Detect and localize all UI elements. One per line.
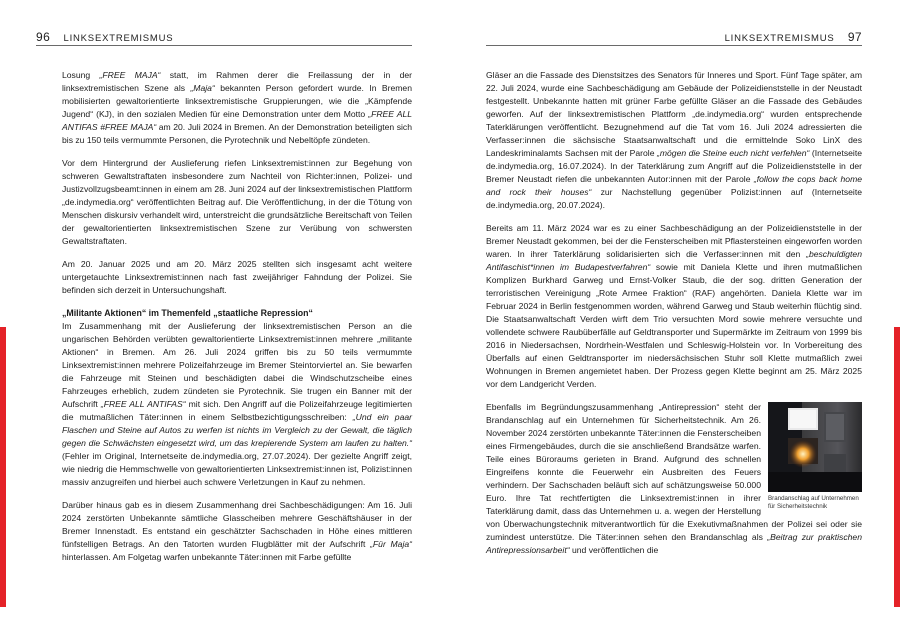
right-running-title: LINKSEXTREMISMUS [724,33,835,44]
paragraph: Darüber hinaus gab es in diesem Zusammenhang drei Sachbeschädigungen: Am 16. Juli 2024 zerstörten Unbekannte sämtliche Glasscheiben mehrere Geschäftshäuser in der Bremer Innenstadt. Es entstand ein geschätzter Sachschaden in Höhe eines mittleren fünfstelligen Betrags. An den Tatorten wurden Flugblätter mit der Aufschrift „Für Maja“ hinterlassen. Am Folgetag warfen unbekannte Täter:innen mit Farbe gefüllte [62,500,412,562]
left-running-title: LINKSEXTREMISMUS [63,33,174,44]
paragraph: Losung „FREE MAJA“ statt, im Rahmen derer die Freilassung der in der linksextremistischen Szene als „Maja“ bekannten Person gefordert wurde. In Bremen mobilisierten gewaltorientierte linksextremistische Gruppierungen, wie die „Kämpfende Jugend“ (KJ), in den sozialen Medien für eine Demonstration unter dem Motto „FREE ALL ANTIFAS #FREE MAJA“ am 20. Juli 2024 in Bremen. An der Demonstration beteiligten sich bis zu 150 teils vermummte Personen, die Pyrotechnik und Nebeltöpfe zündeten. [62,70,413,145]
paragraph: Ebenfalls im Begründungszusammenhang „Antirepression“ steht der Brandanschlag auf ein Unternehmen für Sicherheitstechnik. Am 26. November 2024 zerstörten unbekannte Täter:innen die Fensterscheiben eines Firmengebäudes, durch die sie anschließend Brandsätze warfen. Teile eines Büroraums gerieten in Brand. Aufgrund des schnellen Eingreifens konnte die Feuerwehr ein Ausbreiten des Feuers verhindern. Der Sachschaden beläuft sich auf schätzungsweise 50.000 Euro. Ihre Tat rechtfertigten die Linksextremist:innen in ihrer Taterklärung damit, dass das Unternehmen u. a. wegen der Herstellung von Überwachungstechnik mitverantwortlich für die Exekutivmaßnahmen der Polizei sei oder sie zumindest unterstütze. Die Täter:innen sehen den Brandanschlag als „Beitrag zur praktischen Antirepressionsarbeit“ und veröffentlichen die [486,402,862,555]
section-heading: „Militante Aktionen“ im Themenfeld „staatliche Repression“ [62,308,313,318]
paragraph: Am 20. Januar 2025 und am 20. März 2025 stellten sich insgesamt acht weitere untergetauchte Linksextremist:innen nach fast zweijähriger Fahndung der Polizei. Sie befinden sich derzeit in Untersuchungshaft. [62,259,412,295]
left-red-margin-bar [0,327,6,607]
paragraph: Gläser an die Fassade des Dienstsitzes des Senators für Inneres und Sport. Fünf Tage später, am 22. Juli 2024, wurde eine Sachbeschädigung am Gebäude der Polizeidienststelle in der Neustadt festgestellt. Unbekannte hatten mit grüner Farbe gefüllte Gläser an die Fassade des Gebäudes geworfen. Auf der linksextremistischen Plattform „de.indymedia.org“ wurden entsprechende Taterklärungen veröffentlicht. Bezugnehmend auf die Tat vom 16. Juli 2024 adressierten die Verfasser:innen die sächsische Staatsanwaltschaft und die ermittelnde Soko LinX des Landeskriminalamts Sachsen mit der Parole „mögen die Steine euch nicht verfehlen“ (Internetseite de.indymedia.org, 16.07.2024). In der Taterklärung zum Angriff auf die Polizeidienststelle in der Bremer Neustadt riefen die unbekannten Autor:innen mit der Parole „follow the cops back home and rock their houses“ zur Nachstellung gegenüber Polizist:innen auf (Internetseite de.indymedia.org, 20.07.2024). [486,70,863,210]
paragraph: Bereits am 11. März 2024 war es zu einer Sachbeschädigung an der Polizeidienststelle in der Bremer Neustadt gekommen, bei der die Fensterscheiben mit Pflastersteinen eingeworfen worden waren. In ihrer Taterklärung solidarisierten sich die Verfasser:innen mit den „beschuldigten Antifaschist*innen im Budapestverfahren“ sowie mit Daniela Klette und ihren mutmaßlichen Komplizen Burkhard Garweg und Ernst-Volker Staub, die der sog. dritten Generation der terroristischen Vereinigung „Rote Armee Fraktion“ (RAF) angehörten. Daniela Klette war im Februar 2024 in Berlin festgenommen worden, während Garweg und Staub weiterhin flüchtig sind. Die Staatsanwaltschaft Verden wirft dem Trio versuchten Mord sowie mehrere versuchte und vollendete schwere Raubüberfälle auf Geldtransporter und Supermärkte im Zeitraum von 1999 bis 2016 in Niedersachsen, Nordrhein-Westfalen und Schleswig-Holstein vor. In Vorbereitung des Überfalls auf einen Geldtransporter im niedersächsischen Stuhr soll Klette mutmaßlich zwei Wohnungen in Bremen angemietet haben. Der Prozess gegen Klette beginnt am 25. März 2025 vor dem Landgericht Verden. [486,223,862,389]
right-page-header [725,30,862,44]
right-body-text [486,69,862,557]
figure-caption: Brandanschlag auf Unternehmen für Sicherheitstechnik [768,495,859,510]
left-page-number: 96 [36,30,51,44]
paragraph: Vor dem Hintergrund der Auslieferung riefen Linksextremist:innen zur Begehung von schweren Gewaltstraftaten insbesondere zum Nachteil von Richter:innen, Polizei- und Justizvollzugsbeamt:innen in einem am 28. Juni 2024 auf der linksextremistischen Plattform „de.indymedia.org“ veröffentlichten Beitrag auf. Die Veröffentlichung, in der die Tötung von Menschen diskursiv verhandelt wird, unterstreicht die grundsätzliche Bereitschaft von Teilen der gewaltorientierten linksextremistischen Szene zur Verübung von schwersten Gewaltstraftaten. [62,158,412,246]
right-header-rule [486,45,862,46]
arson-photo-image [768,402,862,492]
figure-arson-photo [768,402,862,511]
right-page-number: 97 [847,30,862,44]
left-body-text [62,69,412,574]
paragraph: Im Zusammenhang mit der Auslieferung der linksextremistischen Person an die ungarischen Behörden verübten gewaltorientierte Linksextremist:innen mehrere „militante Aktionen“ in Bremen. Am 26. Juli 2024 griffen bis zu 50 teils vermummte Linksextremist:innen mehrere Polizeifahrzeuge im Bremer Steintorviertel an. Sie bewarfen die Fahrzeuge mit Steinen und beschädigten dabei die Windschutzscheibe eines Fahrzeuges erheblich, zudem zündeten sie Pyrotechnik. Sie trugen ein Banner mit der Aufschrift „FREE ALL ANTIFAS“ mit sich. Den Angriff auf die Polizeifahrzeuge legitimierten die mutmaßlichen Täter:innen in einem Selbstbezichtigungsschreiben: „Und ein paar Flaschen und Steine auf Autos zu werfen ist nichts im Vergleich zu der Gewalt, die täglich gegen die Schwächsten eingesetzt wird, um das krepierende System am laufen zu halten.“ (Fehler im Original, Internetseite de.indymedia.org, 27.07.2024). Der gezielte Angriff zeigt, wie niedrig die Hemmschwelle von gewaltorientierten Linksextremist:innen ist, Polizist:innen massiv anzugreifen und hierbei auch schwere Verletzungen in Kauf zu nehmen. [62,321,412,487]
left-header-rule [36,45,412,46]
right-red-margin-bar [894,327,900,607]
left-page-header [36,30,173,44]
right-page [450,0,900,638]
